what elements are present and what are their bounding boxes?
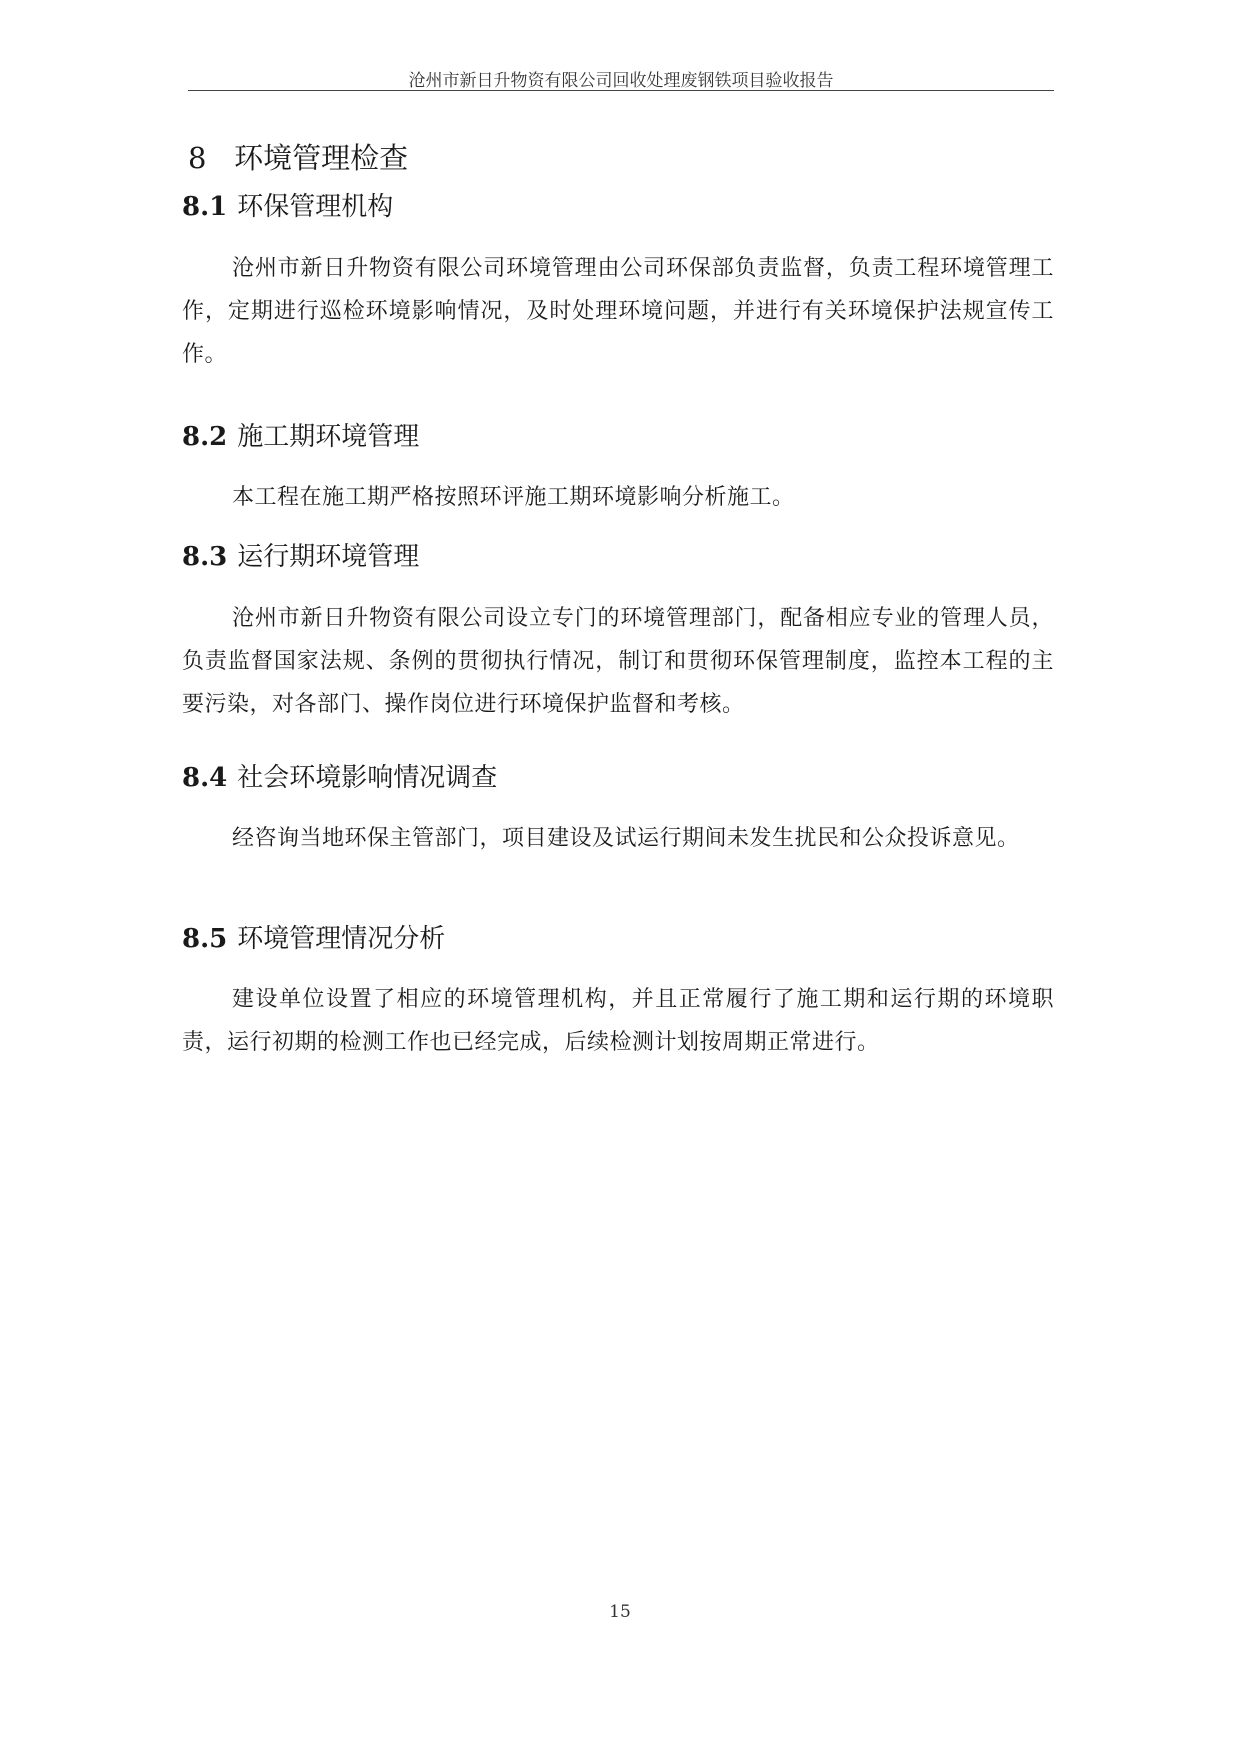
section-heading-8-4: [182, 757, 497, 794]
chapter-heading: [188, 136, 408, 177]
section-heading-8-1: [182, 186, 393, 223]
section-number: 8.2: [182, 422, 228, 452]
section-body-8-3: 沧州市新日升物资有限公司设立专门的环境管理部门，配备相应专业的管理人员，负责监督国家法规、条例的贯彻执行情况，制订和贯彻环保管理制度，监控本工程的主要污染，对各部门、操作岗位进行环境保护监督和考核。: [182, 606, 1054, 717]
section-title: 环境管理情况分析: [237, 924, 446, 954]
section-body-8-2: 本工程在施工期严格按照环评施工期环境影响分析施工。: [232, 485, 795, 510]
chapter-title: 环境管理检查: [234, 141, 409, 175]
section-number: 8.5: [182, 924, 228, 954]
section-title: 运行期环境管理: [237, 542, 420, 572]
section-number: 8.1: [182, 192, 228, 222]
section-body-8-1: 沧州市新日升物资有限公司环境管理由公司环保部负责监督，负责工程环境管理工作，定期进行巡检环境影响情况，及时处理环境问题，并进行有关环境保护法规宣传工作。: [182, 256, 1054, 367]
section-title: 社会环境影响情况调查: [237, 763, 498, 793]
section-heading-8-3: [182, 536, 419, 573]
chapter-number: 8: [188, 141, 207, 175]
section-heading-8-2: [182, 416, 419, 453]
section-heading-8-5: [182, 918, 445, 955]
section-number: 8.4: [182, 763, 228, 793]
section-body-8-4: 经咨询当地环保主管部门，项目建设及试运行期间未发生扰民和公众投诉意见。: [232, 826, 1020, 851]
page-header: [188, 66, 1054, 91]
section-body-8-5: 建设单位设置了相应的环境管理机构，并且正常履行了施工期和运行期的环境职责，运行初期的检测工作也已经完成，后续检测计划按周期正常进行。: [182, 987, 1054, 1055]
page-number: 15: [609, 1602, 631, 1622]
section-title: 施工期环境管理: [237, 422, 420, 452]
header-rule: [188, 90, 1054, 91]
header-title: 沧州市新日升物资有限公司回收处理废钢铁项目验收报告: [408, 71, 834, 91]
section-number: 8.3: [182, 542, 228, 572]
section-title: 环保管理机构: [237, 192, 394, 222]
